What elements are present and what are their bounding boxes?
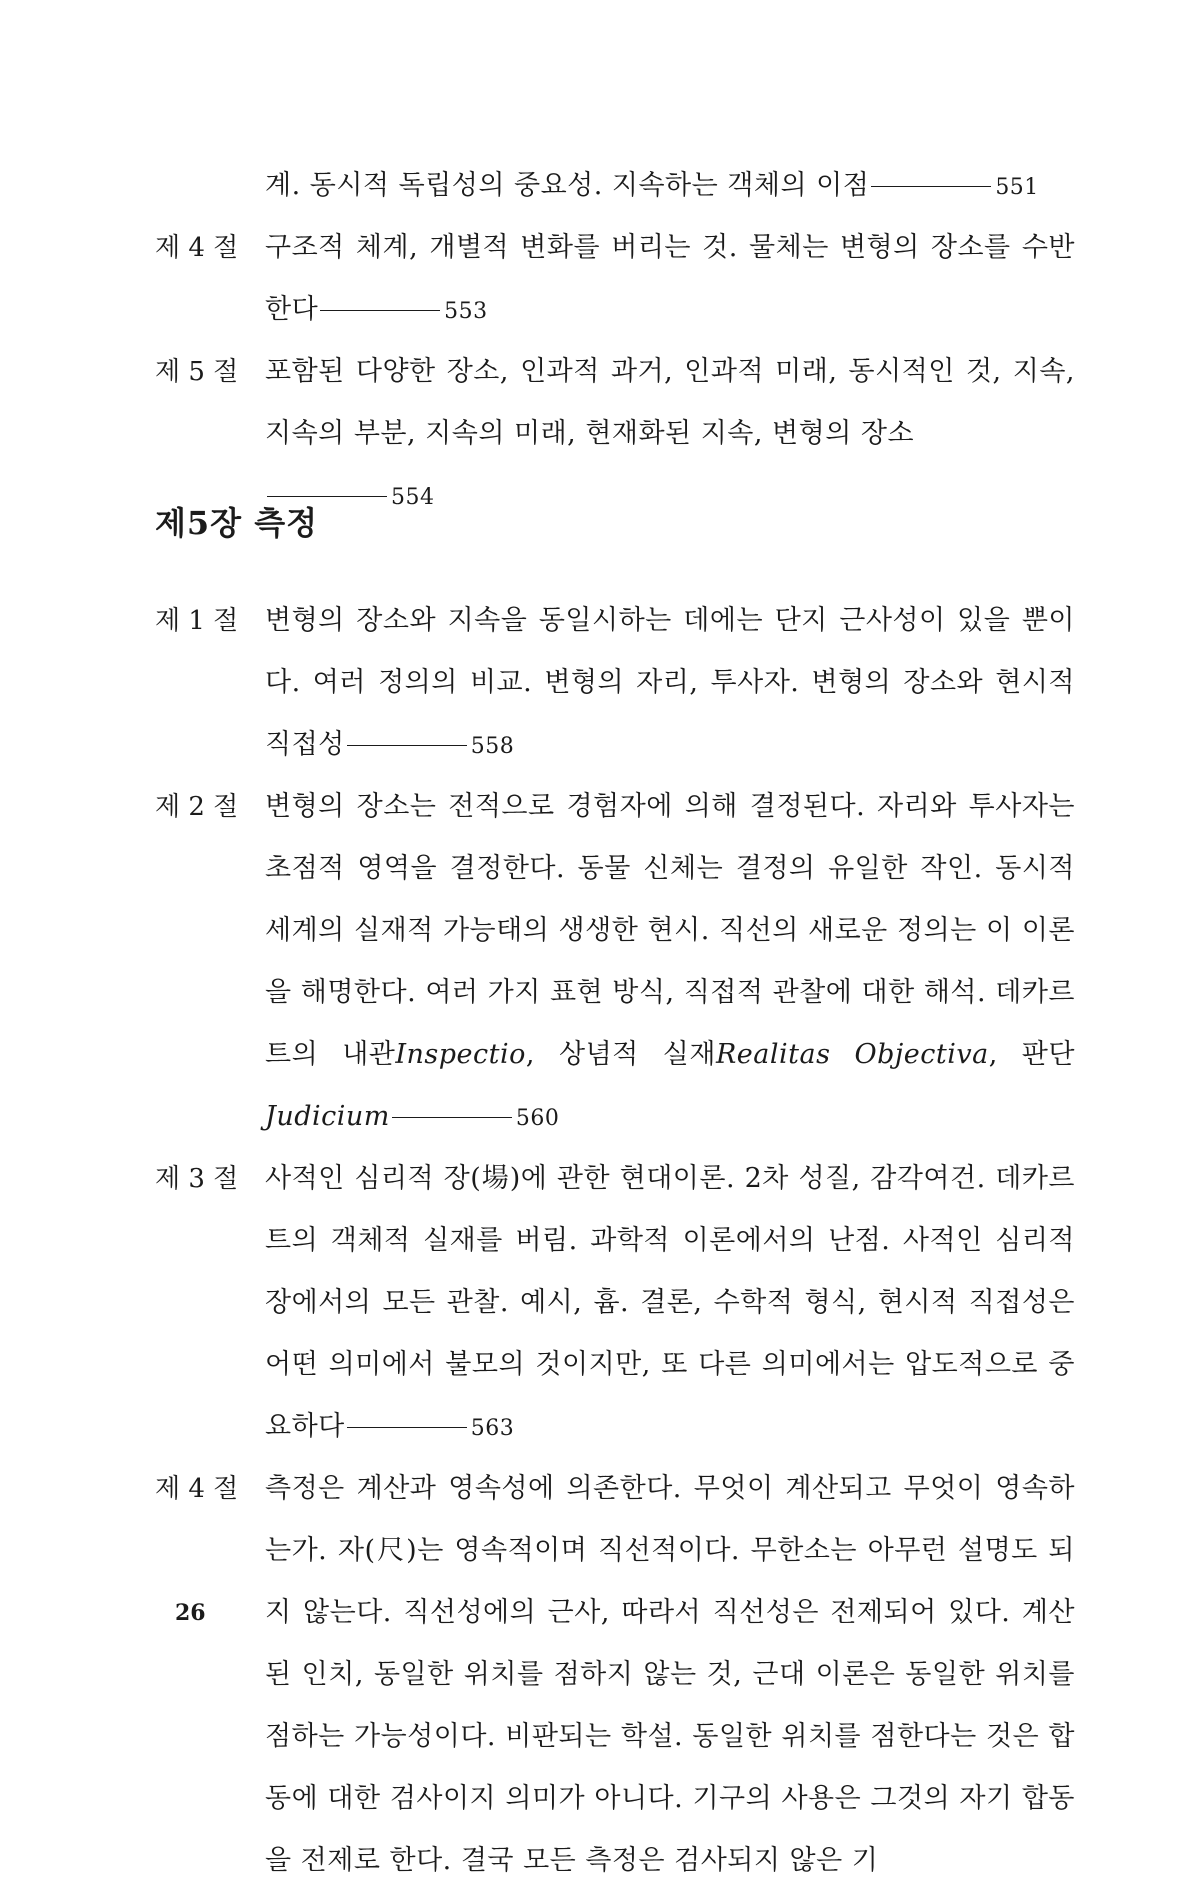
toc-entry-section-1 bbox=[155, 590, 1075, 778]
toc-entry-continued bbox=[155, 155, 1075, 219]
section-summary: 사적인 심리적 장(場)에 관한 현대이론. 2차 성질, 감각여건. 데카르트의 객체적 실재를 버림. 과학적 이론에서의 난점. 사적인 심리적 장에서의 모든 관찰. 예시, 흄. 결론, 수학적 형식, 현시적 직접성은 어떤 의미에서 불모의 것이지만, 또 다른 의미에서는 압도적으로 중요하다 563 bbox=[265, 1163, 1075, 1442]
leader-line bbox=[320, 310, 440, 311]
page-reference: 558 bbox=[470, 734, 515, 759]
page-reference: 551 bbox=[995, 175, 1039, 200]
section-number: 제 3 절 bbox=[155, 1164, 239, 1194]
section-number: 제 5 절 bbox=[155, 357, 239, 387]
toc-entry-section-3 bbox=[155, 1148, 1075, 1460]
section-summary: 변형의 장소는 전적으로 경험자에 의해 결정된다. 자리와 투사자는 초점적 영역을 결정한다. 동물 신체는 결정의 유일한 작인. 동시적 세계의 실재적 가능태의 생생한 현시. 직선의 새로운 정의는 이 이론을 해명한다. 여러 가지 표현 방식, 직접적 관찰에 대한 해석. 데카르트의 내관Inspectio, 상념적 실재Realitas Objectiva, 판단 Judicium 560 bbox=[265, 791, 1075, 1132]
page-number: 26 bbox=[175, 1600, 206, 1626]
leader-line bbox=[347, 1427, 467, 1428]
leader-line bbox=[392, 1117, 512, 1118]
page-reference: 563 bbox=[470, 1416, 515, 1441]
section-number: 제 4 절 bbox=[155, 1474, 239, 1504]
section-summary: 측정은 계산과 영속성에 의존한다. 무엇이 계산되고 무엇이 영속하는가. 자(尺)는 영속적이며 직선적이다. 무한소는 아무런 설명도 되지 않는다. 직선성에의 근사, 따라서 직선성은 전제되어 있다. 계산된 인치, 동일한 위치를 점하지 않는 것, 근대 이론은 동일한 위치를 점하는 가능성이다. 비판되는 학설. 동일한 위치를 점한다는 것은 합동에 대한 검사이지 의미가 아니다. 기구의 사용은 그것의 자기 합동을 전제로 한다. 결국 모든 측정은 검사되지 않은 기 bbox=[265, 1473, 1075, 1876]
page-reference: 553 bbox=[444, 299, 488, 324]
page-reference: 554 bbox=[391, 485, 435, 510]
chapter-heading: 제5장 측정 bbox=[155, 504, 319, 542]
leader-line bbox=[267, 496, 387, 497]
toc-entry-section-4 bbox=[155, 217, 1075, 343]
section-number: 제 4 절 bbox=[155, 233, 239, 263]
section-summary: 포함된 다양한 장소, 인과적 과거, 인과적 미래, 동시적인 것, 지속, 지속의 부분, 지속의 미래, 현재화된 지속, 변형의 장소 554 bbox=[265, 356, 1075, 510]
toc-entry-section-4b bbox=[155, 1458, 1075, 1892]
section-summary: 변형의 장소와 지속을 동일시하는 데에는 단지 근사성이 있을 뿐이다. 여러 정의의 비교. 변형의 자리, 투사자. 변형의 장소와 현시적 직접성 558 bbox=[265, 605, 1075, 760]
page-reference: 560 bbox=[515, 1106, 560, 1131]
section-number: 제 1 절 bbox=[155, 606, 239, 636]
section-number: 제 2 절 bbox=[155, 792, 239, 822]
toc-entry-section-2 bbox=[155, 776, 1075, 1150]
leader-line bbox=[347, 745, 467, 746]
section-summary: 구조적 체계, 개별적 변화를 버리는 것. 물체는 변형의 장소를 수반한다 553 bbox=[265, 232, 1075, 325]
leader-line bbox=[871, 186, 991, 187]
section-summary: 계. 동시적 독립성의 중요성. 지속하는 객체의 이점 551 bbox=[265, 170, 1039, 201]
